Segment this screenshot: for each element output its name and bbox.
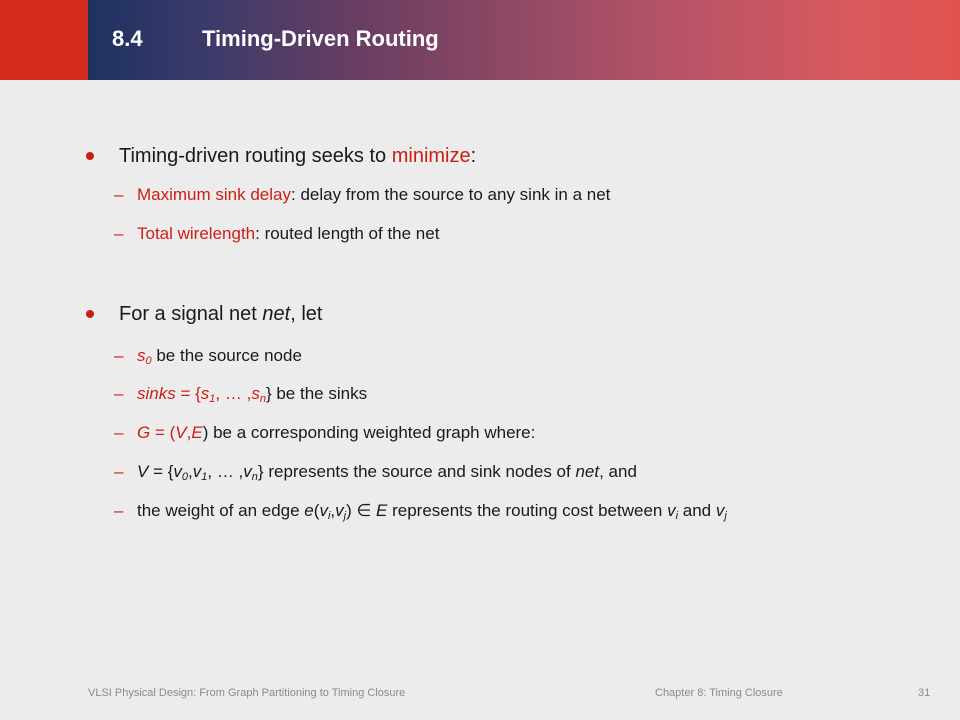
var-vj: $v_j$	[335, 501, 347, 522]
slide-header	[0, 0, 960, 80]
var-V: V	[137, 462, 149, 481]
bullet-dot	[86, 152, 94, 160]
header-accent-block	[0, 0, 88, 80]
var-net: net	[575, 462, 600, 481]
term-max-sink-delay: Maximum sink delay	[137, 185, 291, 204]
bullet-text-part: , let	[290, 303, 323, 325]
var-G: G	[137, 423, 151, 442]
dash-marker: –	[114, 224, 124, 243]
sub-bullet-text: ) be a corresponding weighted graph where:	[202, 423, 536, 442]
var-vj: $v_j$	[715, 501, 727, 522]
bullet-text-part: Timing-driven routing seeks to	[119, 145, 392, 167]
var-s1: $s_1$	[200, 384, 216, 405]
bullet-1-text	[119, 145, 476, 168]
var-sn: $s_n$	[251, 384, 266, 405]
var-sinks: sinks	[137, 384, 176, 403]
var-E: E	[376, 501, 388, 520]
term-total-wirelength: Total wirelength	[137, 224, 256, 243]
footer-chapter: Chapter 8: Timing Closure	[655, 687, 783, 699]
page-number: 31	[918, 687, 931, 699]
dash-marker: –	[114, 462, 124, 481]
dash-marker: –	[114, 384, 124, 403]
sub-bullet-text: } be the sinks	[265, 384, 368, 403]
sub-bullet-text: : routed length of the net	[255, 224, 440, 243]
bullet-dot	[86, 310, 94, 318]
dash-marker: –	[114, 501, 124, 520]
bullet-text-part: For a signal net	[119, 303, 263, 325]
dash-marker: –	[114, 346, 124, 365]
var-vi: $v_i$	[667, 501, 679, 522]
var-V: V	[175, 423, 187, 442]
var-vn: $v_n$	[243, 462, 258, 483]
sub-bullet-text: be the source node	[151, 346, 302, 365]
var-v1: $v_1$	[192, 462, 208, 483]
var-v0: $v_0$	[173, 462, 189, 483]
slide-title: Timing-Driven Routing	[202, 26, 439, 51]
sub-bullet-text: : delay from the source to any sink in a net	[291, 185, 611, 204]
dash-marker: –	[114, 185, 124, 204]
var-vi: $v_i$	[319, 501, 331, 522]
var-net: net	[262, 303, 291, 325]
bullet-text-part: :	[470, 145, 477, 167]
dash-marker: –	[114, 423, 124, 442]
var-e: e	[304, 501, 314, 520]
highlight-minimize: minimize	[391, 145, 471, 167]
section-number: 8.4	[112, 26, 143, 51]
var-s0: $s_0$	[137, 346, 152, 367]
var-E: E	[191, 423, 203, 442]
footer-book-title: VLSI Physical Design: From Graph Partitioning to Timing Closure	[88, 687, 406, 699]
bullet-2-text	[119, 303, 322, 326]
